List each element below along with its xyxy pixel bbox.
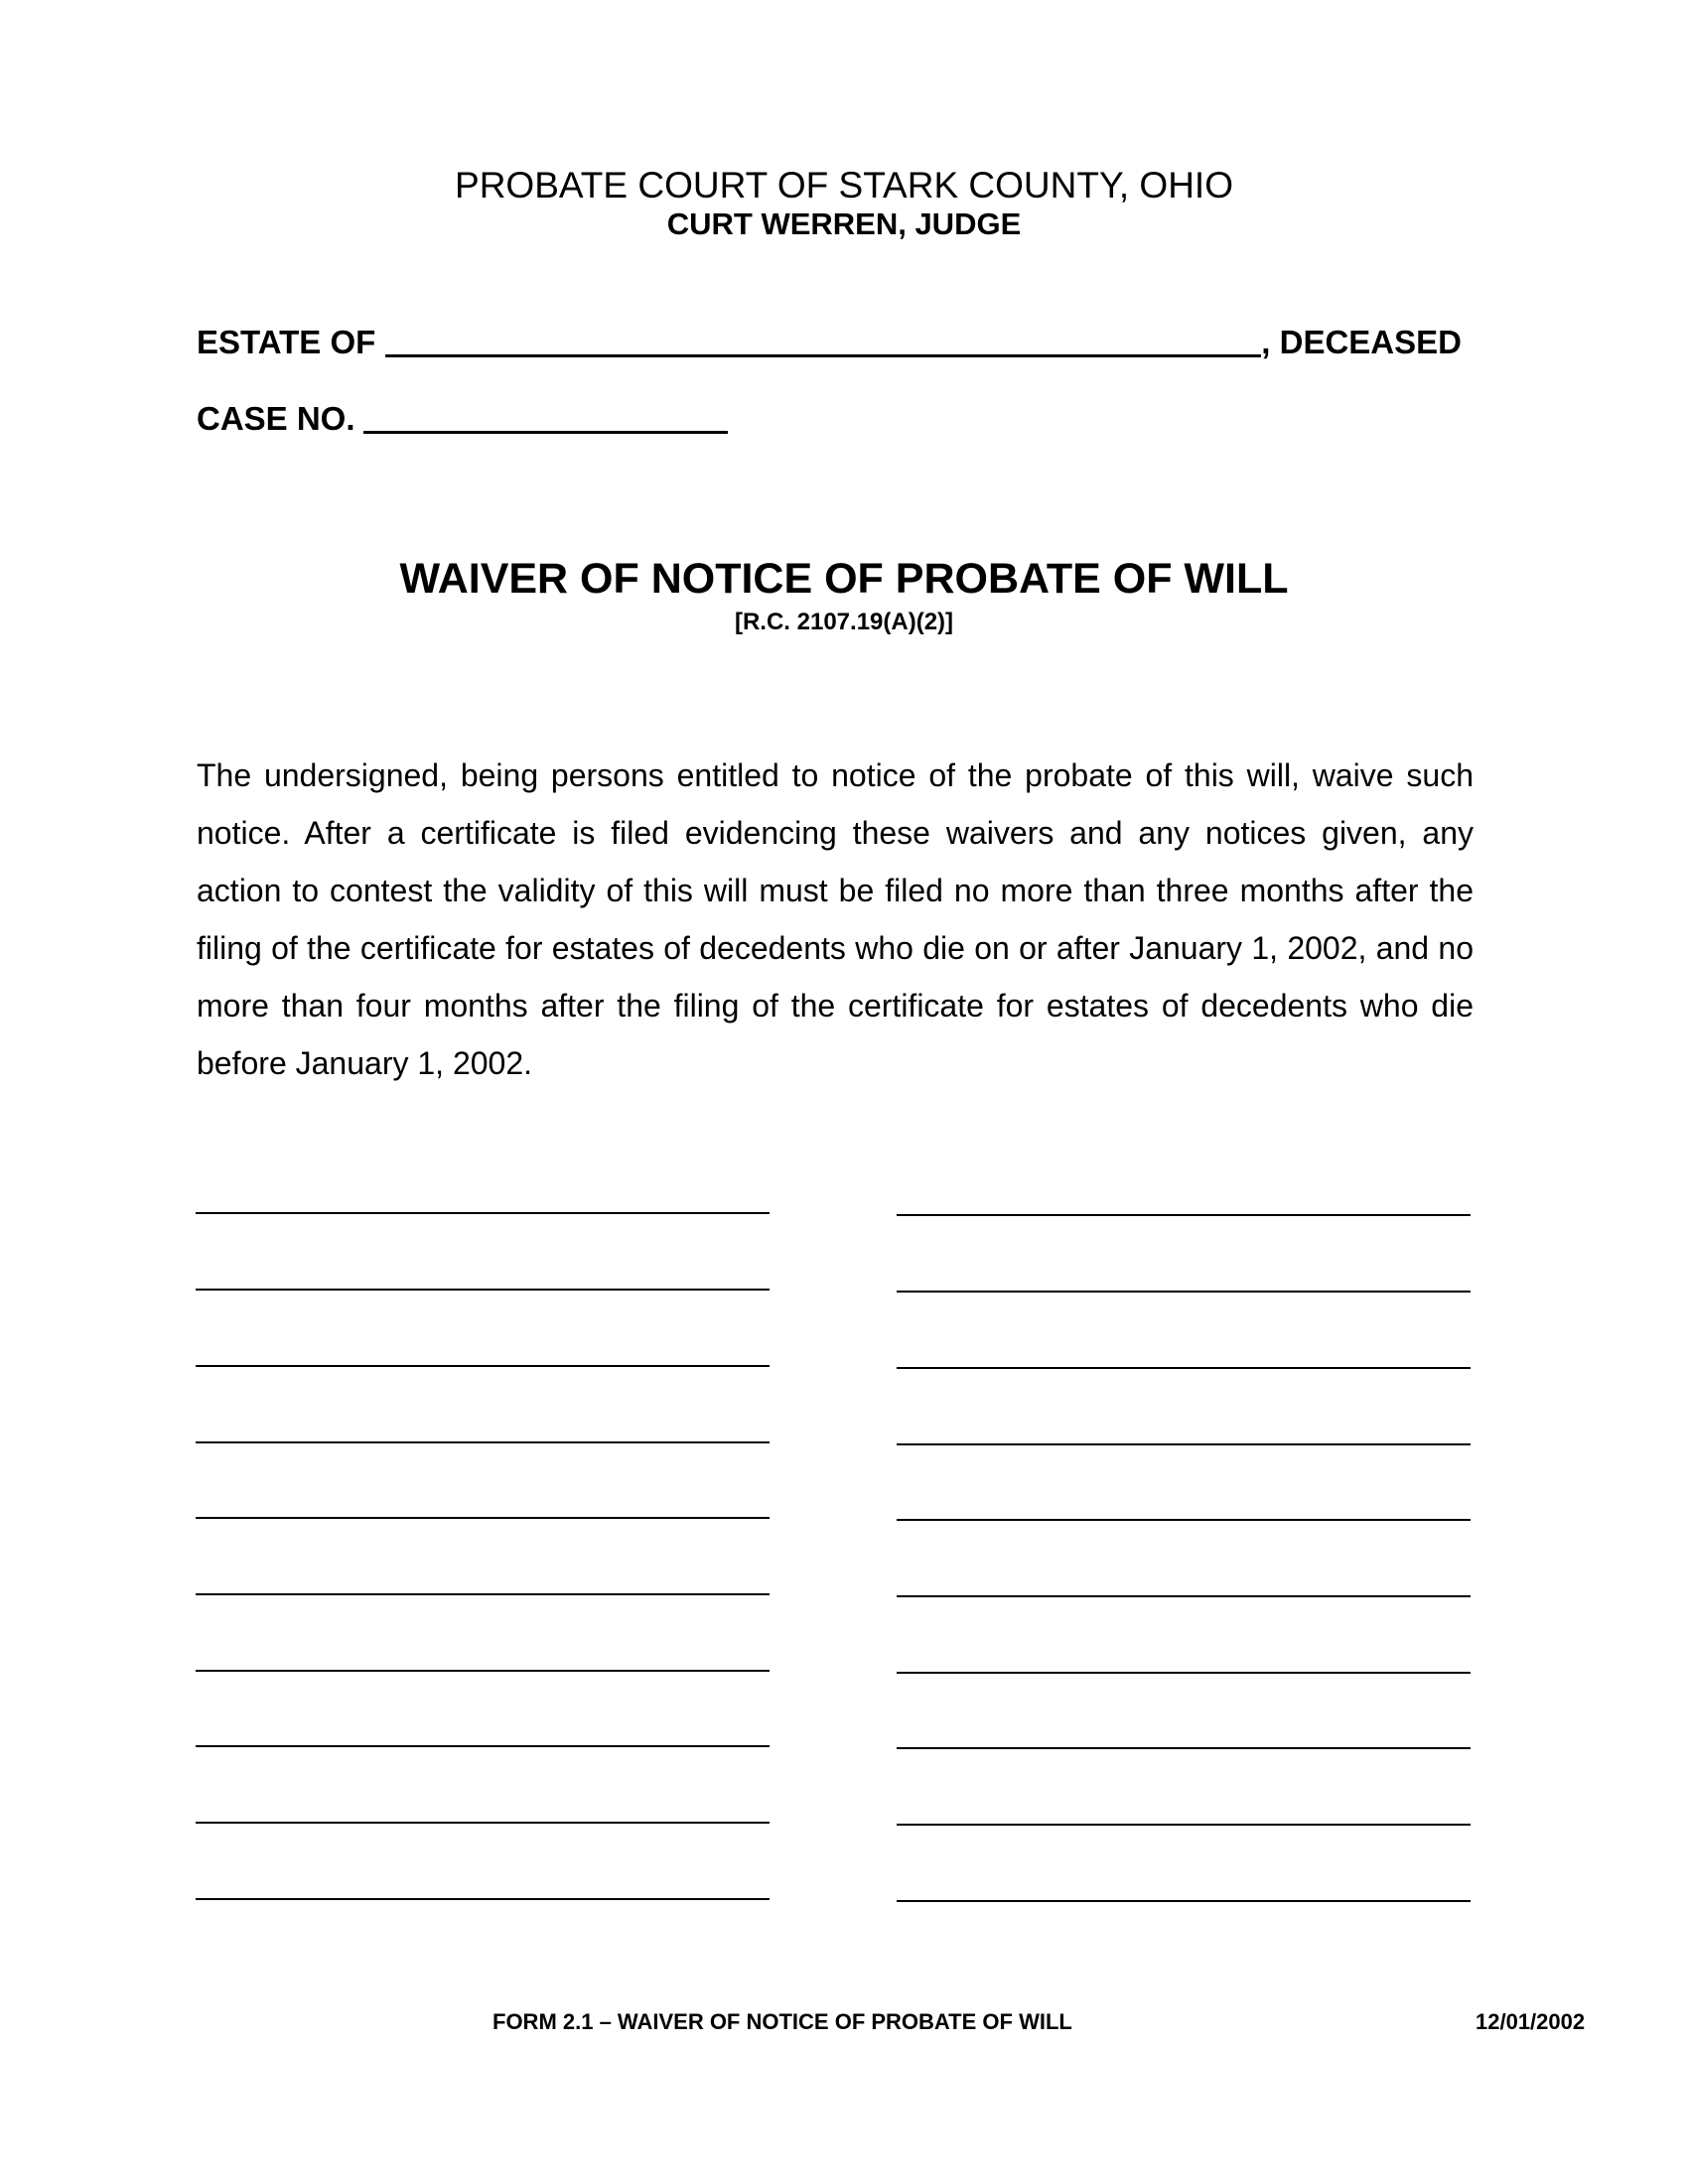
statute-citation: [R.C. 2107.19(A)(2)] bbox=[734, 609, 954, 635]
deceased-label: , DECEASED bbox=[1261, 324, 1462, 360]
signature-line-left-5[interactable] bbox=[196, 1517, 770, 1519]
signature-line-right-6[interactable] bbox=[897, 1595, 1471, 1597]
estate-field-row bbox=[197, 323, 1462, 361]
case-label: CASE NO. bbox=[197, 400, 355, 437]
signature-line-left-4[interactable] bbox=[196, 1441, 770, 1443]
signature-line-right-9[interactable] bbox=[897, 1824, 1471, 1826]
signature-line-left-3[interactable] bbox=[196, 1365, 770, 1367]
signature-line-left-8[interactable] bbox=[196, 1745, 770, 1747]
signature-line-right-8[interactable] bbox=[897, 1747, 1471, 1749]
signature-line-right-7[interactable] bbox=[897, 1672, 1471, 1674]
waiver-paragraph: The undersigned, being persons entitled to notice of the probate of this will, waive such notice. After a certificate is filed evidencing these waivers and any notices given, any action to contest the validity of this will must be filed no more than three months after the filing of the certificate for estates of decedents who die on or after January 1, 2002, and no more than four months after the filing of the certificate for estates of decedents who die before January 1, 2002. bbox=[197, 757, 1474, 1081]
estate-label: ESTATE OF bbox=[197, 324, 376, 360]
estate-name-input[interactable] bbox=[385, 323, 1261, 357]
signature-line-right-3[interactable] bbox=[897, 1367, 1471, 1369]
case-number-input[interactable] bbox=[363, 399, 728, 434]
footer-form-label: FORM 2.1 – WAIVER OF NOTICE OF PROBATE OF WILL bbox=[492, 2009, 1072, 2034]
signature-line-left-6[interactable] bbox=[196, 1593, 770, 1595]
form-title: WAIVER OF NOTICE OF PROBATE OF WILL bbox=[399, 555, 1289, 603]
signature-line-right-2[interactable] bbox=[897, 1291, 1471, 1293]
signature-line-left-9[interactable] bbox=[196, 1822, 770, 1824]
court-name: PROBATE COURT OF STARK COUNTY, OHIO bbox=[455, 165, 1233, 205]
signature-line-right-1[interactable] bbox=[897, 1214, 1471, 1216]
signature-line-right-5[interactable] bbox=[897, 1519, 1471, 1521]
signature-line-right-10[interactable] bbox=[897, 1900, 1471, 1902]
signature-line-left-2[interactable] bbox=[196, 1289, 770, 1291]
signature-line-left-10[interactable] bbox=[196, 1898, 770, 1900]
case-field-row bbox=[197, 399, 728, 438]
footer-revision-date: 12/01/2002 bbox=[1476, 2009, 1586, 2034]
judge-name: CURT WERREN, JUDGE bbox=[666, 206, 1022, 241]
signature-line-right-4[interactable] bbox=[897, 1443, 1471, 1445]
signature-line-left-1[interactable] bbox=[196, 1212, 770, 1214]
signature-line-left-7[interactable] bbox=[196, 1670, 770, 1672]
